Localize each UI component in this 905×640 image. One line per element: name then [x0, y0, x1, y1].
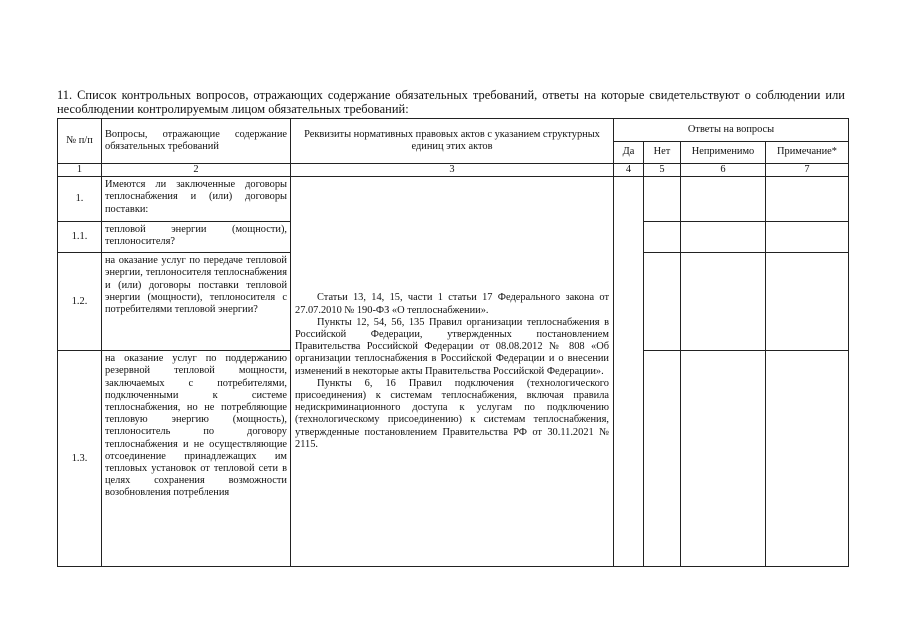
- header-no: Нет: [644, 142, 681, 164]
- answer-na-cell[interactable]: [681, 351, 766, 567]
- column-numbers-row: [58, 164, 849, 177]
- header-yes: Да: [614, 142, 644, 164]
- col-number: 4: [614, 164, 644, 177]
- question-cell: на оказание услуг по передаче тепловой энергии, теплоносителя теплоснабжения и (или) договоры поставки тепловой энергии (мощности), теплоносителя с потребителями тепловой энергии?: [102, 253, 291, 351]
- answer-note-cell[interactable]: [766, 177, 849, 222]
- answer-no-cell[interactable]: [644, 253, 681, 351]
- question-cell: Имеются ли заключенные договоры теплоснабжения и (или) договоры поставки:: [102, 177, 291, 222]
- answer-yes-cell[interactable]: [614, 177, 644, 567]
- header-num: № п/п: [58, 119, 102, 164]
- legal-paragraph: Пункты 6, 16 Правил подключения (технологического присоединения) к системам теплоснабжения, включая правила недискриминационного доступа к услугам по подключению (технологическому присоединению) к системам теплоснабжения, утвержденные постановлением Правительства РФ от 30.11.2021 № 2115.: [295, 377, 609, 450]
- answer-na-cell[interactable]: [681, 222, 766, 253]
- answer-na-cell[interactable]: [681, 177, 766, 222]
- table-row: [58, 177, 849, 222]
- header-requisites: Реквизиты нормативных правовых актов с указанием структурных единиц этих актов: [291, 119, 614, 164]
- answer-no-cell[interactable]: [644, 222, 681, 253]
- col-number: 6: [681, 164, 766, 177]
- answer-no-cell[interactable]: [644, 351, 681, 567]
- answer-no-cell[interactable]: [644, 177, 681, 222]
- legal-paragraph: Пункты 12, 54, 56, 135 Правил организации теплоснабжения в Российской Федерации, утвержденных постановлением Правительства Российской Федерации от 08.08.2012 № 808 «Об организации теплоснабжения в Российской Федерации и о внесении изменений в некоторые акты Правительства Российской Федерации».: [295, 316, 609, 377]
- row-number: 1.1.: [58, 222, 102, 253]
- legal-requisites-cell: [291, 177, 614, 567]
- col-number: 3: [291, 164, 614, 177]
- question-text: на оказание услуг по поддержанию резервной тепловой мощности, заключаемых с потребителями, подключенными к системе теплоснабжения, но не потребляющие тепловую энергию (мощность), теплоноситель по договору теплоснабжения и не осуществляющие отсоединение принадлежащих им тепловых установок от тепловой сети в целях сохранения возможности возобновления потребления: [105, 353, 287, 499]
- header-not-applicable: Неприменимо: [681, 142, 766, 164]
- col-number: 2: [102, 164, 291, 177]
- requirements-table: [57, 118, 849, 567]
- row-number: 1.2.: [58, 253, 102, 351]
- row-number: 1.3.: [58, 351, 102, 567]
- section-heading: 11. Список контрольных вопросов, отражающих содержание обязательных требований, ответы на которые свидетельствуют о соблюдении или несоблюдении контролируемым лицом обязательных требований:: [57, 88, 845, 116]
- question-cell: тепловой энергии (мощности), теплоносителя?: [102, 222, 291, 253]
- col-number: 5: [644, 164, 681, 177]
- answer-note-cell[interactable]: [766, 253, 849, 351]
- answer-note-cell[interactable]: [766, 351, 849, 567]
- answer-na-cell[interactable]: [681, 253, 766, 351]
- col-number: 1: [58, 164, 102, 177]
- header-answers: Ответы на вопросы: [614, 119, 849, 142]
- legal-paragraph: Статьи 13, 14, 15, части 1 статьи 17 Федерального закона от 27.07.2010 № 190-ФЗ «О теплоснабжении».: [295, 292, 609, 316]
- answer-note-cell[interactable]: [766, 222, 849, 253]
- col-number: 7: [766, 164, 849, 177]
- header-questions: Вопросы, отражающие содержание обязательных требований: [102, 119, 291, 164]
- header-note: Примечание*: [766, 142, 849, 164]
- question-cell: [102, 351, 291, 567]
- row-number: 1.: [58, 177, 102, 222]
